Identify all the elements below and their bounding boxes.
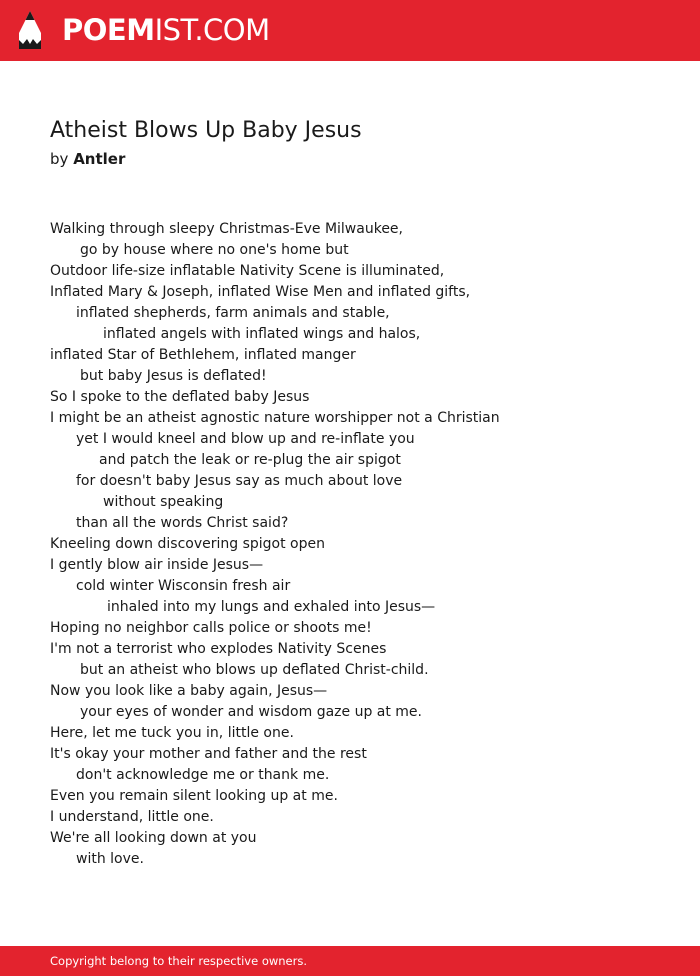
byline — [50, 149, 125, 169]
poem-line: inflated Star of Bethlehem, inflated manger — [50, 347, 356, 363]
poem-line: Even you remain silent looking up at me. — [50, 788, 338, 804]
copyright-notice: Copyright belong to their respective owners. — [50, 954, 308, 968]
poem-line: don't acknowledge me or thank me. — [76, 767, 330, 783]
author-name: Antler — [73, 150, 126, 168]
logo-text-strong: POEM — [62, 13, 155, 47]
poem-line: Inflated Mary & Joseph, inflated Wise Men and inflated gifts, — [50, 284, 471, 300]
poem-line: with love. — [76, 851, 144, 867]
poem-line: We're all looking down at you — [50, 830, 257, 846]
by-label: by — [50, 150, 69, 168]
poem-line: inflated shepherds, farm animals and stable, — [76, 305, 390, 321]
poem-line: It's okay your mother and father and the rest — [50, 746, 367, 762]
poem-line: than all the words Christ said? — [76, 515, 289, 531]
poem-line: Walking through sleepy Christmas-Eve Milwaukee, — [50, 221, 403, 237]
poem-line: cold winter Wisconsin fresh air — [76, 578, 291, 594]
poem-line: without speaking — [103, 494, 224, 510]
poem-line: I understand, little one. — [50, 809, 214, 825]
poem-line: inhaled into my lungs and exhaled into Jesus— — [107, 599, 436, 615]
poem-line: and patch the leak or re-plug the air spigot — [99, 452, 401, 468]
poem-body — [50, 219, 670, 870]
poem-line: yet I would kneel and blow up and re-inflate you — [76, 431, 415, 447]
poem-line: your eyes of wonder and wisdom gaze up at me. — [80, 704, 422, 720]
poem-line: Hoping no neighbor calls police or shoots me! — [50, 620, 372, 636]
poem-line: but an atheist who blows up deflated Christ-child. — [80, 662, 429, 678]
poem-line: go by house where no one's home but — [80, 242, 349, 258]
site-header — [0, 0, 700, 61]
poem-title: Atheist Blows Up Baby Jesus — [50, 118, 362, 143]
poem-line: Outdoor life-size inflatable Nativity Scene is illuminated, — [50, 263, 445, 279]
poem-line: I'm not a terrorist who explodes Nativity Scenes — [50, 641, 387, 657]
poem-line: Kneeling down discovering spigot open — [50, 536, 325, 552]
logo-text-light: IST.COM — [154, 13, 270, 47]
poem-line: but baby Jesus is deflated! — [80, 368, 267, 384]
poem-line: Now you look like a baby again, Jesus— — [50, 683, 328, 699]
pencil-icon[interactable] — [17, 9, 43, 51]
poem-line: So I spoke to the deflated baby Jesus — [50, 389, 310, 405]
poem-line: I gently blow air inside Jesus— — [50, 557, 264, 573]
poem-line: Here, let me tuck you in, little one. — [50, 725, 294, 741]
poem-line: I might be an atheist agnostic nature worshipper not a Christian — [50, 410, 500, 426]
poem-line: inflated angels with inflated wings and halos, — [103, 326, 421, 342]
site-footer — [0, 946, 700, 976]
poem-line: for doesn't baby Jesus say as much about love — [76, 473, 403, 489]
site-logo[interactable] — [62, 12, 270, 48]
